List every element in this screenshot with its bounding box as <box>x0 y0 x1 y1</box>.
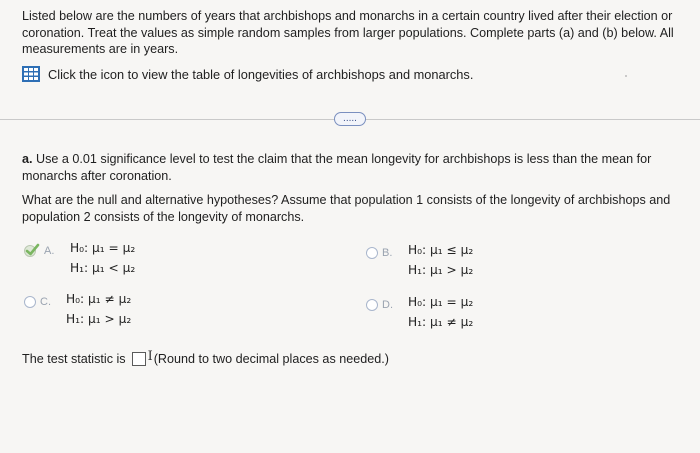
option-a-alt: H₁: μ₁ < μ₂ <box>70 261 136 275</box>
option-d-null: H₀: μ₁ = μ₂ <box>408 295 474 309</box>
option-c-letter: C. <box>40 296 51 308</box>
test-statistic-input[interactable] <box>132 352 146 366</box>
option-b-alt: H₁: μ₁ > μ₂ <box>408 263 474 277</box>
hypotheses-question: What are the null and alternative hypotheses? Assume that population 1 consists of the longevity of archbishops and population 2 consists of the longevity of monarchs. <box>22 193 671 224</box>
table-icon[interactable] <box>22 66 40 82</box>
stray-dot <box>625 75 627 77</box>
option-a-null: H₀: μ₁ = μ₂ <box>70 241 136 255</box>
intro-text: Listed below are the numbers of years that archbishops and monarchs in a certain country lived after their election or coronation. Treat the values as simple random samples from larger populations. Complete parts (a) and (b) below. All measurements are in years. <box>22 9 674 56</box>
option-d-letter: D. <box>382 299 393 311</box>
option-b-letter: B. <box>382 247 393 259</box>
option-b-null: H₀: μ₁ ≤ μ₂ <box>408 243 474 257</box>
option-c-alt: H₁: μ₁ > μ₂ <box>66 312 132 326</box>
test-statistic-row <box>22 348 389 366</box>
rounding-hint: (Round to two decimal places as needed.) <box>153 352 389 366</box>
part-a-label: a. <box>22 152 33 166</box>
radio-button-b[interactable] <box>366 247 378 259</box>
text-cursor-icon: I <box>147 348 153 364</box>
option-a[interactable] <box>24 241 135 275</box>
table-link-label[interactable]: Click the icon to view the table of longevities of archbishops and monarchs. <box>48 66 474 82</box>
table-link[interactable] <box>22 66 473 82</box>
radio-button-d[interactable] <box>366 299 378 311</box>
part-a-prompt <box>22 151 682 184</box>
test-statistic-label: The test statistic is <box>22 352 126 366</box>
option-c[interactable] <box>24 292 131 326</box>
checkmark-icon <box>24 243 40 257</box>
option-d[interactable] <box>366 295 473 329</box>
part-a-text: Use a 0.01 significance level to test the claim that the mean longevity for archbishops is less than the mean for monarchs after coronation. <box>22 152 652 183</box>
radio-button-c[interactable] <box>24 296 36 308</box>
option-b[interactable] <box>366 243 473 277</box>
expand-more-button[interactable]: ..... <box>334 112 366 126</box>
option-c-null: H₀: μ₁ ≠ μ₂ <box>66 292 132 306</box>
option-d-alt: H₁: μ₁ ≠ μ₂ <box>408 315 474 329</box>
option-a-letter: A. <box>44 245 55 257</box>
